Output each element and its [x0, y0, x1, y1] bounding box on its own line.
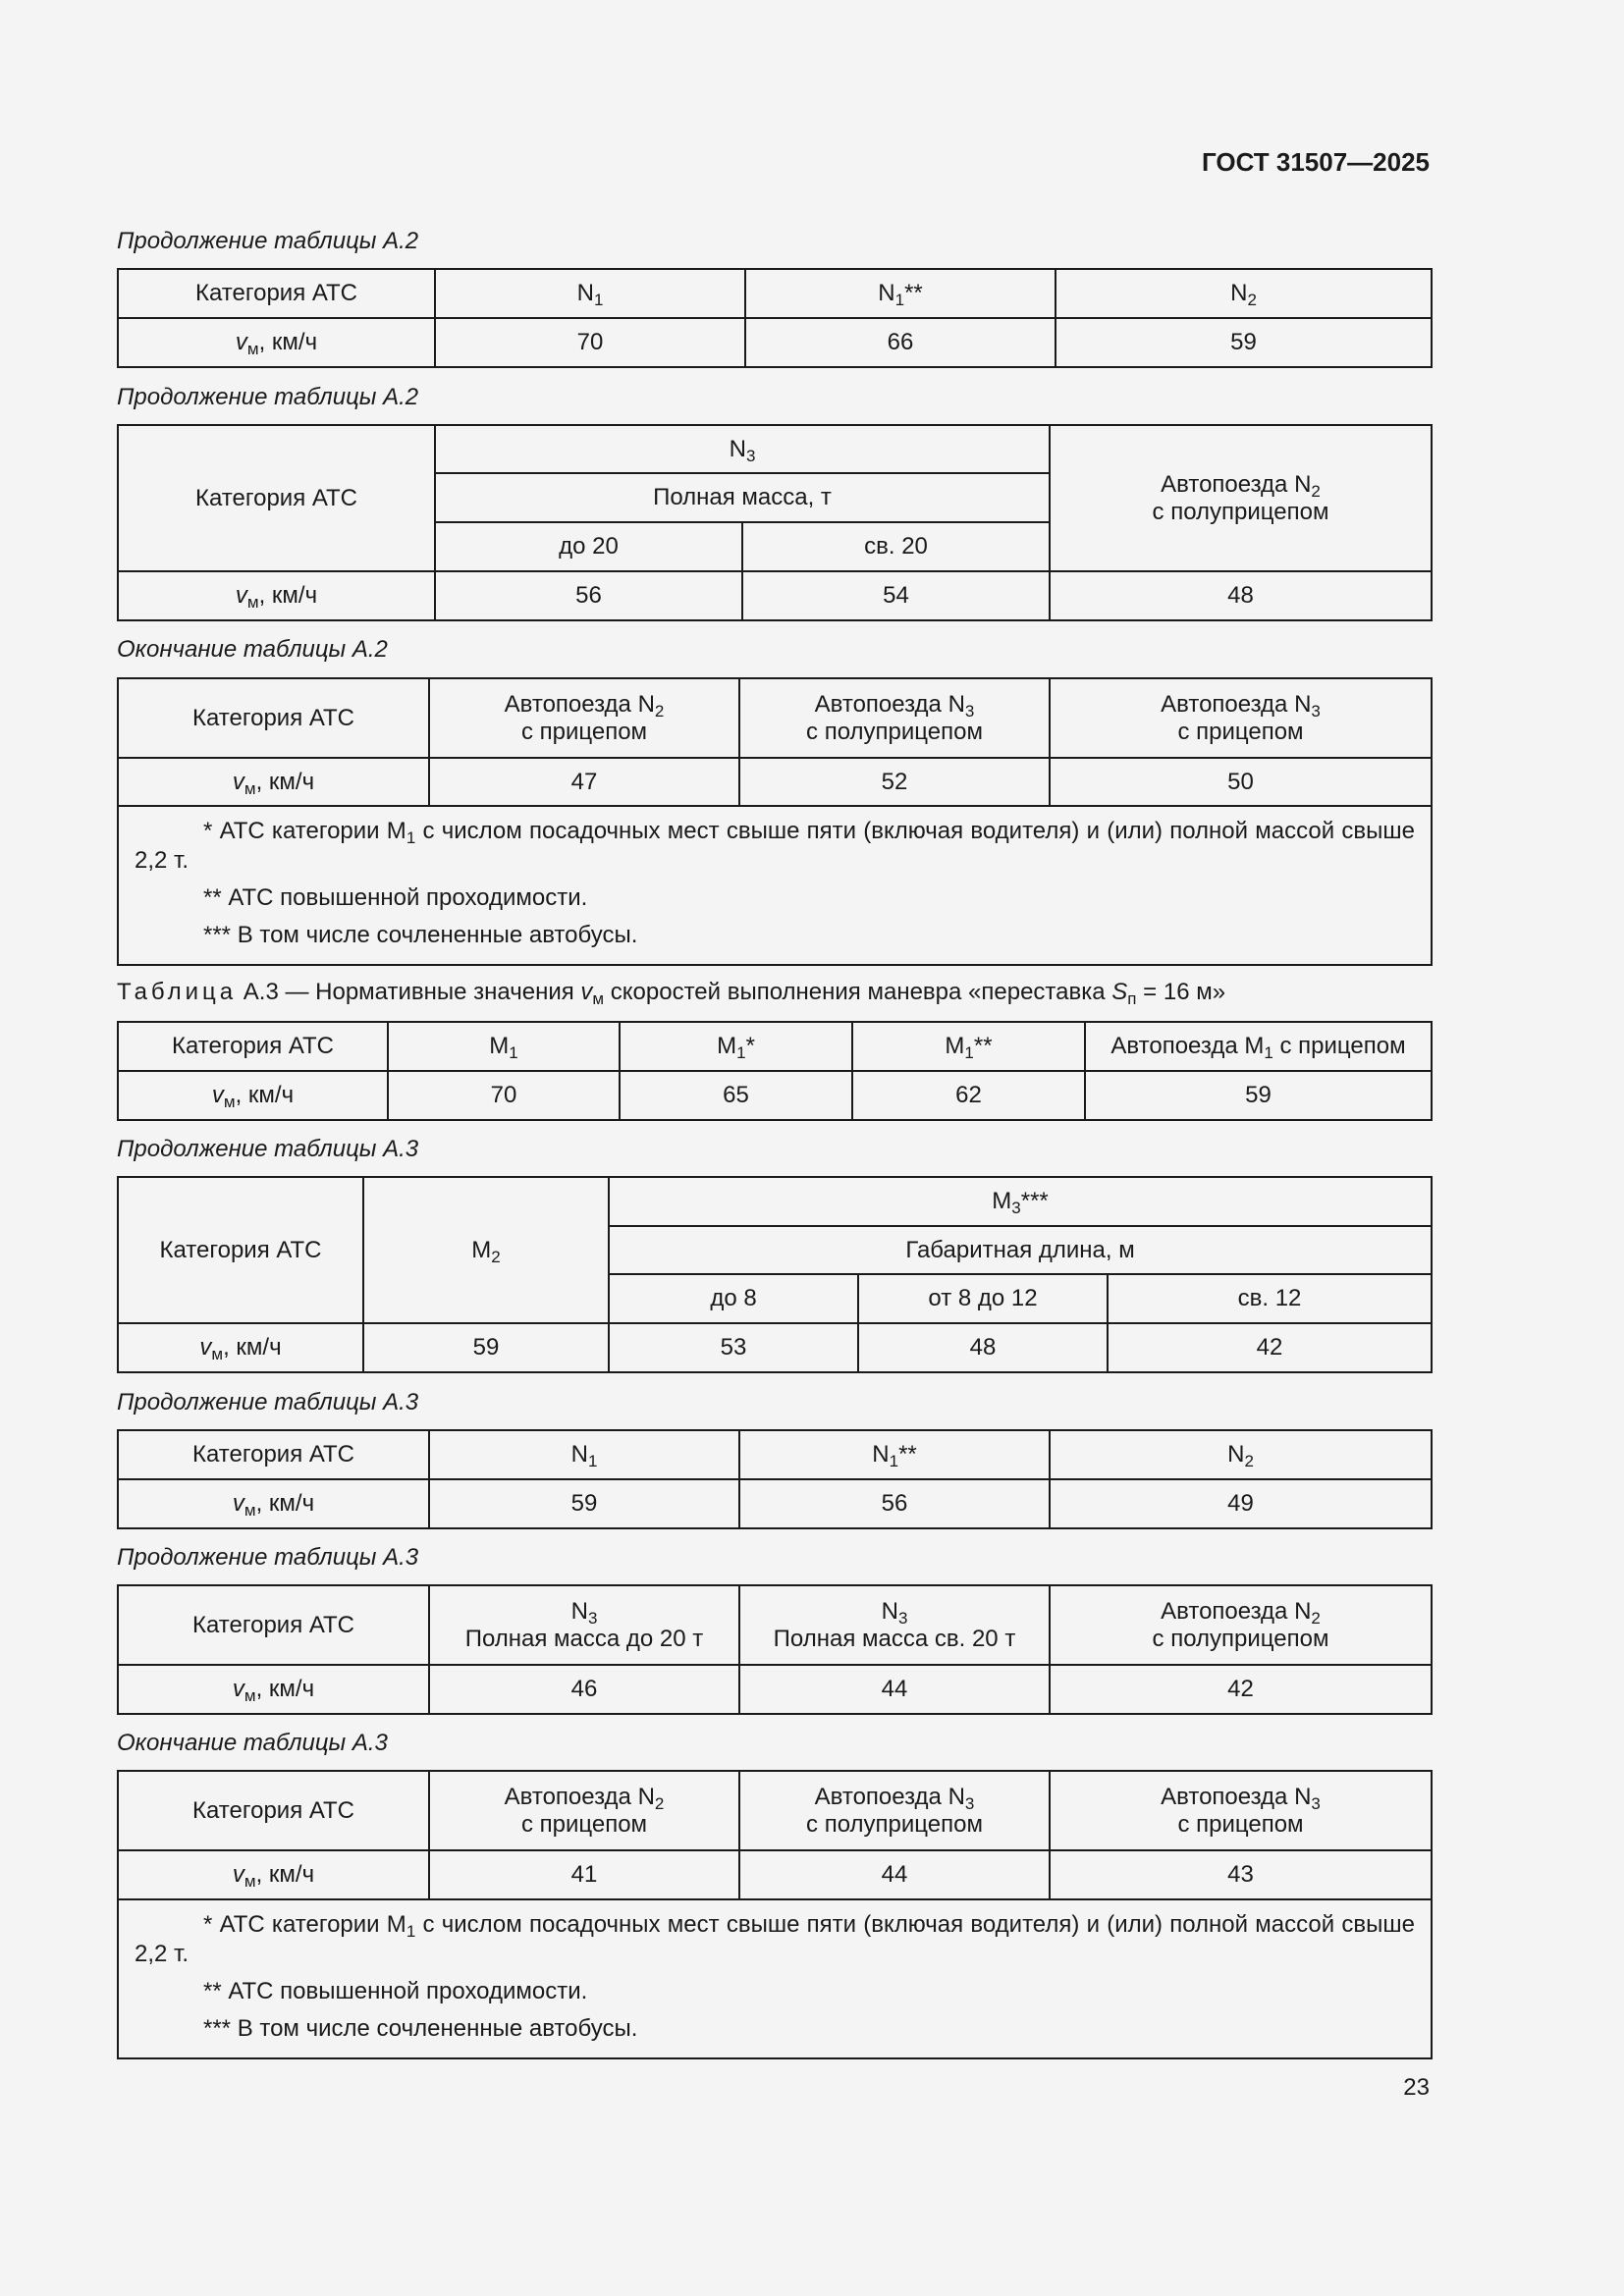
- row-label-speed: $v_м$, км/ч: [118, 1479, 429, 1528]
- row-label-category: Категория АТС: [118, 1430, 429, 1479]
- value-cell: 70: [435, 318, 745, 367]
- value-cell: 62: [852, 1071, 1085, 1120]
- value-cell: 59: [1056, 318, 1432, 367]
- value-cell: 70: [388, 1071, 620, 1120]
- header-cell: до 20: [435, 522, 742, 571]
- value-cell: 53: [609, 1323, 858, 1372]
- header-cell: до 8: [609, 1274, 858, 1323]
- header-cell: Автопоезда $N_2$ с полуприцепом: [1050, 1585, 1432, 1665]
- value-cell: 44: [739, 1665, 1050, 1714]
- table-footnotes: [118, 806, 1432, 965]
- value-cell: 66: [745, 318, 1056, 367]
- header-cell: $N_1$: [435, 269, 745, 318]
- table-caption: Продолжение таблицы А.2: [117, 384, 419, 410]
- table-caption: Окончание таблицы А.3: [117, 1730, 388, 1756]
- row-label-speed: $v_м$, км/ч: [118, 318, 435, 367]
- header-cell: св. 12: [1108, 1274, 1432, 1323]
- footnote: *** В том числе сочлененные автобусы.: [203, 2015, 638, 2042]
- table-footnotes: [118, 1899, 1432, 2058]
- value-cell: 41: [429, 1850, 739, 1899]
- group-header: $N_3$: [435, 425, 1050, 473]
- header-cell: Автопоезда $N_3$ с полуприцепом: [739, 678, 1050, 758]
- value-cell: 46: [429, 1665, 739, 1714]
- value-cell: 50: [1050, 758, 1432, 806]
- value-cell: 56: [435, 571, 742, 620]
- footnote: * АТС категории $M_1$ с числом посадочных мест свыше пяти (включая водителя) и (или) полной массой свыше 2,2 т.: [135, 818, 1415, 874]
- table-caption: Продолжение таблицы А.3: [117, 1136, 419, 1162]
- header-cell: св. 20: [742, 522, 1050, 571]
- header-cell: $M_1$: [388, 1022, 620, 1071]
- header-cell: $N_2$: [1056, 269, 1432, 318]
- header-cell: $M_1*$: [620, 1022, 852, 1071]
- value-cell: 59: [1085, 1071, 1432, 1120]
- row-label-speed: $v_м$, км/ч: [118, 1323, 363, 1372]
- header-cell: $N_3$ Полная масса до 20 т: [429, 1585, 739, 1665]
- header-cell: Автопоезда $N_2$ с полуприцепом: [1050, 425, 1432, 571]
- header-cell: $N_1$: [429, 1430, 739, 1479]
- table-a2-part2: [117, 424, 1433, 621]
- header-cell: $N_1**$: [745, 269, 1056, 318]
- header-cell: Автопоезда $M_1$ с прицепом: [1085, 1022, 1432, 1071]
- footnote: *** В том числе сочлененные автобусы.: [203, 922, 638, 948]
- header-cell: $M_2$: [363, 1177, 609, 1323]
- table-caption: Продолжение таблицы А.2: [117, 228, 419, 254]
- header-cell: Автопоезда $N_3$ с полуприцепом: [739, 1771, 1050, 1850]
- row-label-speed: $v_м$, км/ч: [118, 758, 429, 806]
- table-a3-end: [117, 1770, 1433, 2059]
- value-cell: 42: [1050, 1665, 1432, 1714]
- value-cell: 65: [620, 1071, 852, 1120]
- header-cell: $N_1**$: [739, 1430, 1050, 1479]
- table-a2-part1: [117, 268, 1433, 368]
- table-caption: Продолжение таблицы А.3: [117, 1544, 419, 1571]
- header-cell: Автопоезда $N_3$ с прицепом: [1050, 678, 1432, 758]
- value-cell: 52: [739, 758, 1050, 806]
- group-subheader: Полная масса, т: [435, 473, 1050, 522]
- table-a3-part3: [117, 1429, 1433, 1529]
- footnote: ** АТС повышенной проходимости.: [203, 884, 588, 911]
- table-caption: Окончание таблицы А.2: [117, 636, 388, 663]
- footnote: * АТС категории $M_1$ с числом посадочных мест свыше пяти (включая водителя) и (или) полной массой свыше 2,2 т.: [135, 1911, 1415, 1967]
- table-title: Таблица А.3 — Нормативные значения $v_м$ скоростей выполнения маневра «переставка $S_п = 16$ м»: [117, 979, 1226, 1008]
- value-cell: 49: [1050, 1479, 1432, 1528]
- header-cell: от 8 до 12: [858, 1274, 1108, 1323]
- table-a3-part2: [117, 1176, 1433, 1373]
- row-label-category: Категория АТС: [118, 425, 435, 571]
- value-cell: 44: [739, 1850, 1050, 1899]
- table-a2-end: [117, 677, 1433, 966]
- group-subheader: Габаритная длина, м: [609, 1226, 1432, 1274]
- value-cell: 59: [363, 1323, 609, 1372]
- header-cell: $M_1**$: [852, 1022, 1085, 1071]
- header-cell: $N_2$: [1050, 1430, 1432, 1479]
- table-a3-part1: [117, 1021, 1433, 1121]
- value-cell: 48: [858, 1323, 1108, 1372]
- value-cell: 42: [1108, 1323, 1432, 1372]
- row-label-category: Категория АТС: [118, 1022, 388, 1071]
- value-cell: 54: [742, 571, 1050, 620]
- table-caption: Продолжение таблицы А.3: [117, 1389, 419, 1415]
- footnote: ** АТС повышенной проходимости.: [203, 1978, 588, 2004]
- page-number: 23: [1403, 2074, 1430, 2101]
- row-label-speed: $v_м$, км/ч: [118, 571, 435, 620]
- row-label-category: Категория АТС: [118, 1585, 429, 1665]
- row-label-category: Категория АТС: [118, 1771, 429, 1850]
- row-label-speed: $v_м$, км/ч: [118, 1665, 429, 1714]
- table-a3-part4: [117, 1584, 1433, 1715]
- document-header: ГОСТ 31507—2025: [1202, 147, 1430, 177]
- row-label-category: Категория АТС: [118, 678, 429, 758]
- row-label-category: Категория АТС: [118, 269, 435, 318]
- value-cell: 48: [1050, 571, 1432, 620]
- header-cell: Автопоезда $N_2$ с прицепом: [429, 1771, 739, 1850]
- value-cell: 43: [1050, 1850, 1432, 1899]
- value-cell: 56: [739, 1479, 1050, 1528]
- row-label-speed: $v_м$, км/ч: [118, 1850, 429, 1899]
- header-cell: $N_3$ Полная масса св. 20 т: [739, 1585, 1050, 1665]
- group-header: $M_3***$: [609, 1177, 1432, 1226]
- header-cell: Автопоезда $N_2$ с прицепом: [429, 678, 739, 758]
- row-label-speed: $v_м$, км/ч: [118, 1071, 388, 1120]
- value-cell: 47: [429, 758, 739, 806]
- row-label-category: Категория АТС: [118, 1177, 363, 1323]
- header-cell: Автопоезда $N_3$ с прицепом: [1050, 1771, 1432, 1850]
- value-cell: 59: [429, 1479, 739, 1528]
